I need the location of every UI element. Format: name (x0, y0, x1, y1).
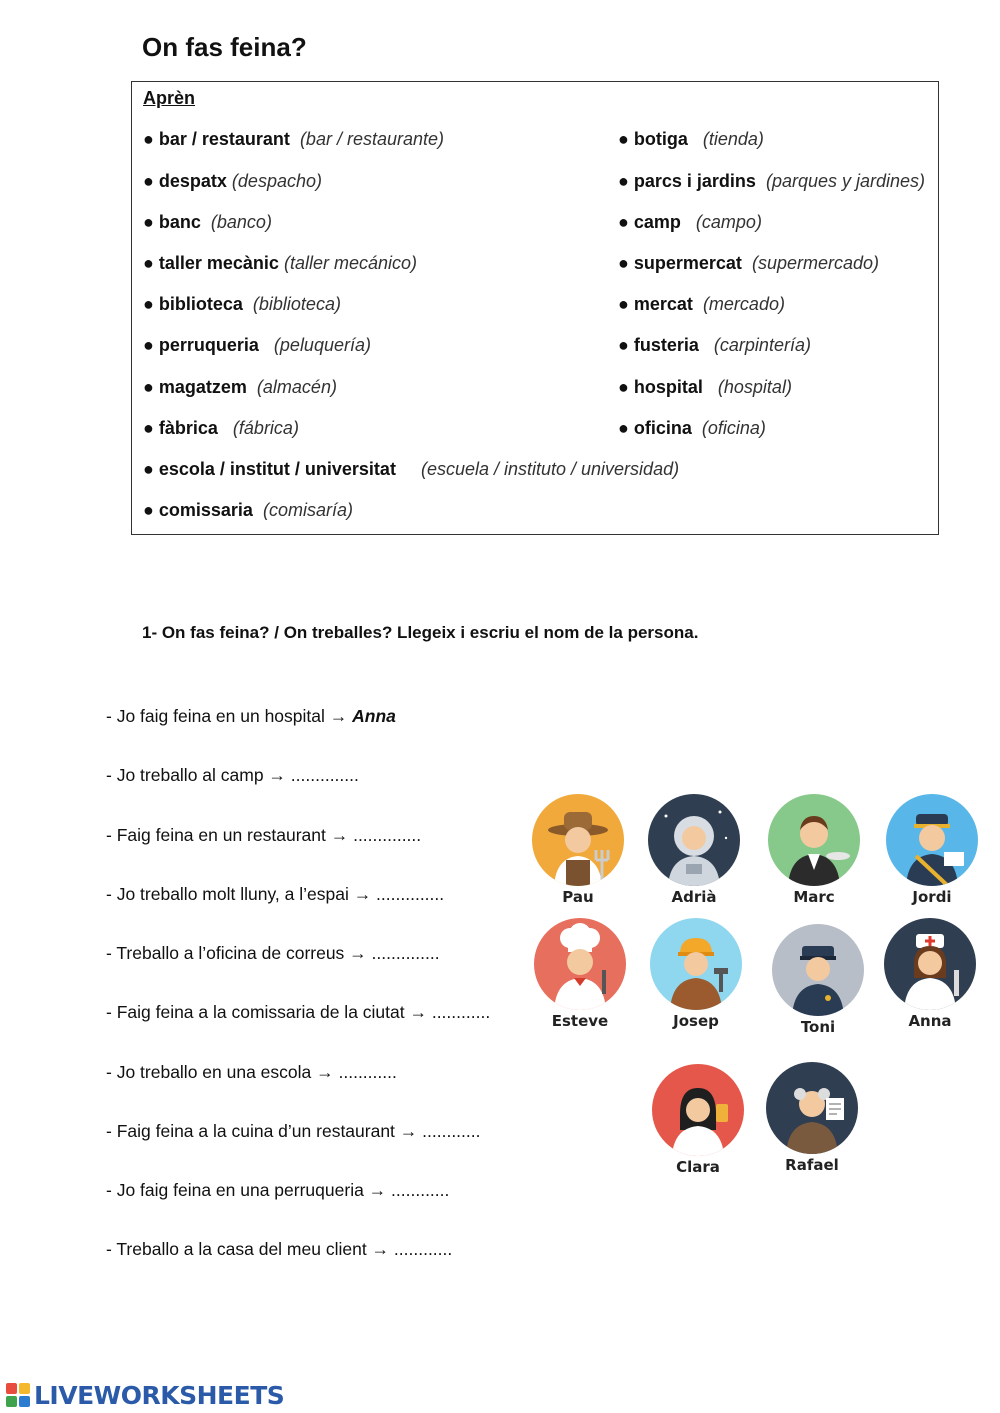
answer-field[interactable]: Anna (352, 706, 396, 726)
professor-avatar-icon (766, 1062, 858, 1154)
vocab-item: ● supermercat (supermercado) (618, 253, 879, 273)
page-title: On fas feina? (142, 32, 307, 62)
person-name: Anna (908, 1012, 952, 1030)
logo-blocks-icon (6, 1383, 30, 1407)
person-name: Marc (793, 888, 835, 906)
person-name: Toni (800, 1018, 836, 1036)
vocab-item: ● fàbrica (fábrica) (143, 418, 299, 438)
vocabulary-heading: Aprèn (143, 88, 196, 108)
vocab-item: ● biblioteca (biblioteca) (143, 294, 341, 314)
sentence-line: - Jo faig feina en una perruqueria → ............ (106, 1180, 450, 1200)
vocabulary-box (131, 81, 939, 535)
vocab-item: ● magatzem (almacén) (143, 377, 337, 397)
farmer-avatar-icon (532, 794, 624, 886)
person-card-pau (518, 794, 638, 934)
exercise-heading: 1- On fas feina? / On treballes? Llegeix i escriu el nom de la persona. (142, 623, 699, 642)
person-card-toni (758, 924, 878, 1064)
person-card-marc (754, 794, 874, 934)
vocab-item: ● escola / institut / universitat (escuela / instituto / universidad) (143, 459, 680, 479)
person-name: Rafael (785, 1156, 839, 1174)
chef-avatar-icon (534, 918, 626, 1010)
person-card-josep (636, 918, 756, 1058)
vocab-item: ● bar / restaurant (bar / restaurante) (143, 129, 444, 149)
vocab-item: ● oficina (oficina) (618, 418, 766, 438)
person-name: Esteve (551, 1012, 609, 1030)
sentence-line: - Faig feina a la comissaria de la ciutat → ............ (106, 1002, 491, 1022)
sentence-line: - Treballo a l’oficina de correus → .............. (106, 943, 440, 963)
person-card-rafael (752, 1062, 872, 1202)
vocab-item: ● perruqueria (peluquería) (143, 335, 371, 355)
logo-text: LIVEWORKSHEETS (34, 1380, 285, 1410)
person-card-anna (870, 918, 990, 1058)
person-name: Josep (673, 1012, 719, 1030)
sentence-line: - Jo faig feina en un hospital → Anna (106, 706, 396, 726)
person-name: Pau (562, 888, 594, 906)
sentence-line: - Jo treballo en una escola → ............ (106, 1062, 397, 1082)
person-name: Clara (676, 1158, 720, 1176)
postman-avatar-icon (886, 794, 978, 886)
person-card-clara (638, 1064, 758, 1204)
vocab-item: ● camp (campo) (618, 212, 762, 232)
nurse-avatar-icon (884, 918, 976, 1010)
vocab-item: ● despatx (despacho) (143, 171, 322, 191)
vocab-item: ● comissaria (comisaría) (143, 500, 353, 520)
sentence-line: - Jo treballo al camp → .............. (106, 765, 359, 785)
vocab-item: ● banc (banco) (143, 212, 272, 232)
vocab-item: ● taller mecànic (taller mecánico) (143, 253, 418, 273)
sentence-line: - Faig feina en un restaurant → .............. (106, 825, 422, 845)
sentence-line: - Jo treballo molt lluny, a l’espai → .............. (106, 884, 445, 904)
astronaut-avatar-icon (648, 794, 740, 886)
police-avatar-icon (772, 924, 864, 1016)
builder-avatar-icon (650, 918, 742, 1010)
liveworksheets-logo (6, 1381, 284, 1409)
person-card-jordi (872, 794, 992, 934)
person-card-adria (634, 794, 754, 934)
sentence-line: - Faig feina a la cuina d’un restaurant → ............ (106, 1121, 481, 1141)
vocab-item: ● botiga (tienda) (618, 129, 764, 149)
person-name: Jordi (912, 888, 952, 906)
vocab-item: ● mercat (mercado) (618, 294, 785, 314)
sentence-line: - Treballo a la casa del meu client → ............ (106, 1239, 453, 1259)
waiter-avatar-icon (768, 794, 860, 886)
vocab-item: ● hospital (hospital) (618, 377, 792, 397)
person-card-esteve (520, 918, 640, 1058)
vocab-item: ● fusteria (carpintería) (618, 335, 811, 355)
person-name: Adrià (671, 888, 717, 906)
vocab-item: ● parcs i jardins (parques y jardines) (618, 171, 926, 191)
hairdresser-avatar-icon (652, 1064, 744, 1156)
